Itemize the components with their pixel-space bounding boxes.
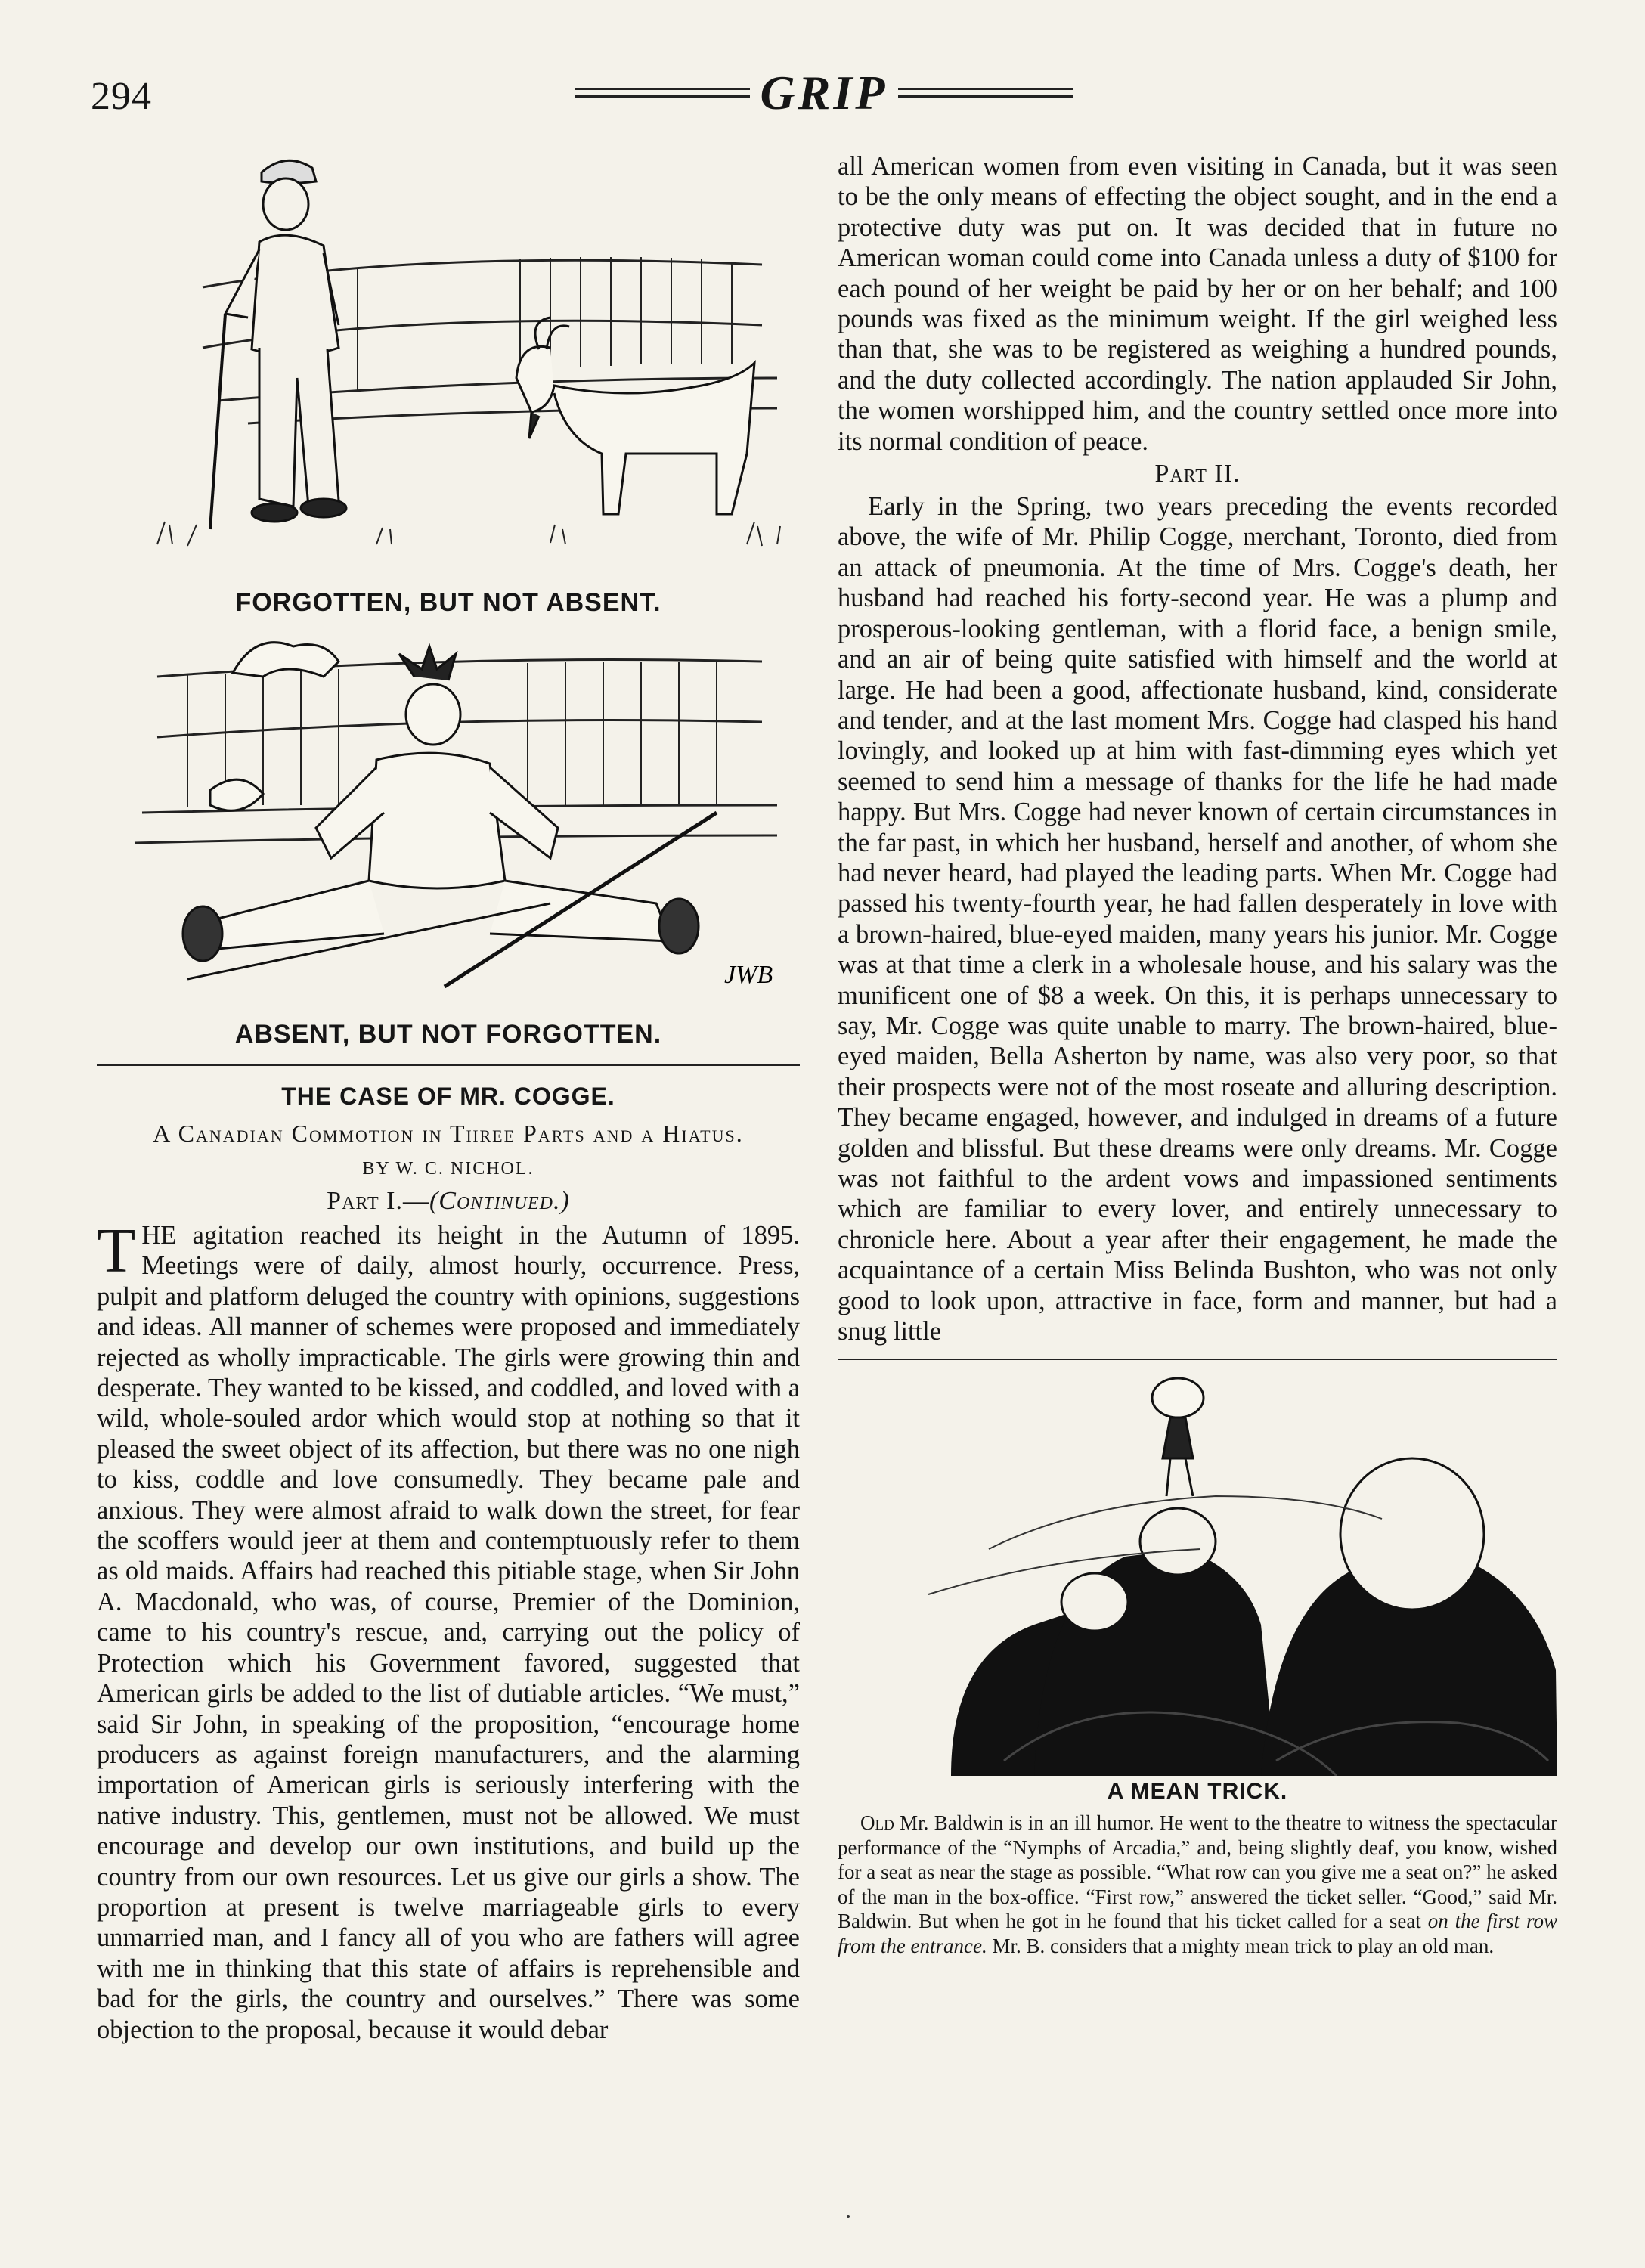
masthead-title: GRIP xyxy=(760,66,888,119)
mean-trick-lead: Old xyxy=(860,1811,894,1835)
masthead-rule-right xyxy=(898,83,1073,103)
part-one-text xyxy=(97,1216,800,2045)
drop-cap: T xyxy=(97,1216,136,1286)
article-subtitle: A Canadian Commotion in Three Parts and a Hiatus. xyxy=(153,1120,744,1147)
caption-forgotten: FORGOTTEN, BUT NOT ABSENT. xyxy=(235,588,661,617)
article-byline: BY W. C. NICHOL. xyxy=(362,1159,534,1179)
section-divider xyxy=(97,1064,800,1066)
theatre-audience-drawing-icon xyxy=(838,1368,1557,1776)
part-one-label: Part I.— xyxy=(327,1187,429,1215)
part-two-heading: Part II. xyxy=(1154,460,1241,488)
caption-absent: ABSENT, BUT NOT FORGOTTEN. xyxy=(234,1020,662,1049)
footer-dot xyxy=(847,2215,850,2218)
part-one-heading xyxy=(97,1187,800,1216)
illustration-forgotten xyxy=(97,151,800,618)
part-two-text: Early in the Spring, two years preceding the events recorded above, the wife of Mr. Philip Cogge, merchant, Toronto, died from an attack of pneumonia. At the time of Mrs. Cogge's death, her husband had reached his forty-second year. He was a plump and prosperous-looking gentleman, with a florid face, a benign smile, and an air of being quite satisfied with himself and the world at large. He had been a good, affectionate husband, kind, considerate and tender, and at the last moment Mrs. Cogge had clasped his hand lovingly, and looked up at him with fast-dimming eyes which yet seemed to send him a message of thanks for the life he had made happy. But Mrs. Cogge had never known of certain circumstances in the far past, in which her husband, herself and another, of whom she had never heard, had played the leading parts. When Mr. Cogge had passed his twenty-fourth year, he had fallen desperately in love with a brown-haired, blue-eyed maiden, many years his junior. Mr. Cogge was at that time a clerk in a wholesale house, and his salary was the munificent one of $8 a week. On this, it is perhaps unnecessary to say, Mr. Cogge was quite unable to marry. The brown-haired, blue-eyed maiden, Bella Asherton by name, was also very poor, so that their prospects were not of the most roseate and alluring description. They became engaged, however, and indulged in dreams of a future golden and blissful. But these dreams were only dreams. Mr. Cogge was not faithful to the ardent vows and impassioned sentiments which are familiar to every lover, and entirely unnecessary to chronicle here. About a year after their engagement, he made the acquaintance of a certain Miss Belinda Bushton, who was not only good to look upon, attractive in face, form and manner, but had a snug little xyxy=(838,492,1557,1346)
mean-trick-italic: on the first row from the entrance. xyxy=(838,1910,1557,1957)
right-column xyxy=(838,151,1557,1958)
article-title: THE CASE OF MR. COGGE. xyxy=(281,1083,615,1110)
part-one-body: HE agitation reached its height in the Autumn of 1895. Meetings were of daily, almost hourly, occurrence. Press, pulpit and platform deluged the country with opinions, suggestions and ideas. All manner of schemes were proposed and immediately rejected as wholly impracticable. The girls were growing thin and desperate. They wanted to be kissed, and coddled, and loved with a wild, whole-souled ardor which would stop at nothing so that it pleased the sweet object of its affection, but there was no one nigh to kiss, coddle and love consumedly. They became pale and anxious. They were almost afraid to walk down the street, for fear the scoffers would jeer at them and contemptuously refer to them as old maids. Affairs had reached this pitiable stage, when Sir John A. Macdonald, who was, of course, Premier of the Dominion, came to his country's rescue, and, carrying out the policy of Protection which his Government favored, suggested that American girls be added to the list of dutiable articles. “We must,” said Sir John, in speaking of the proposition, “encourage home producers as against foreign manufacturers, and the alarming importation of American girls is seriously interfering with the native industry. This, gentlemen, must not be allowed. We must encourage and develop our own institutions, and build up the country from our own resources. Let us give our girls a show. The proportion at present is twelve marriageable girls to every unmarried man, and I fancy all of you who are fathers will agree with me in thinking that this state of affairs is reprehensible and bad for the girls, the country and ourselves.” There was some objection to the proposal, because it would debar xyxy=(97,1221,800,2044)
mean-trick-text xyxy=(838,1811,1557,1958)
masthead xyxy=(575,67,1073,119)
caption-mean-trick: A MEAN TRICK. xyxy=(1107,1779,1288,1805)
man-and-goat-drawing-icon xyxy=(97,151,800,584)
page-number: 294 xyxy=(91,75,152,118)
left-column xyxy=(97,151,800,2045)
part-one-continued: (Continued.) xyxy=(429,1187,570,1215)
illustration-absent xyxy=(97,631,800,1049)
signature: JWB xyxy=(724,961,773,989)
mean-trick-end: Mr. B. considers that a mighty mean trick to play an old man. xyxy=(987,1934,1495,1957)
right-divider xyxy=(838,1359,1557,1360)
man-fallen-drawing-icon xyxy=(97,631,800,1017)
part-one-continued-text: all American women from even visiting in Canada, but it was seen to be the only means of effecting the object sought, and in the end a protective duty was put on. It was decided that in future no American woman could come into Canada unless a duty of $100 for each pound of her weight be paid by her or on her behalf; and 100 pounds was fixed as the minimum weight. If the girl weighed less than that, she was to be registered as weighing a hundred pounds, and the duty collected accordingly. The nation applauded Sir John, the women worshipped him, and the country settled once more into its normal condition of peace. xyxy=(838,152,1557,456)
mean-trick-body: Mr. Baldwin is in an ill humor. He went to the theatre to witness the spectacular performance of the “Nymphs of Arcadia,” and, being slightly deaf, you know, wished for a seat as near the stage as possible. “What row can you give me a seat on?” he asked of the man in the box-office. “First row,” answered the ticket seller. “Good,” said Mr. Baldwin. But when he got in he found that his ticket called for a seat xyxy=(838,1811,1557,1933)
illustration-mean-trick xyxy=(838,1368,1557,1805)
masthead-rule-left xyxy=(575,83,750,103)
